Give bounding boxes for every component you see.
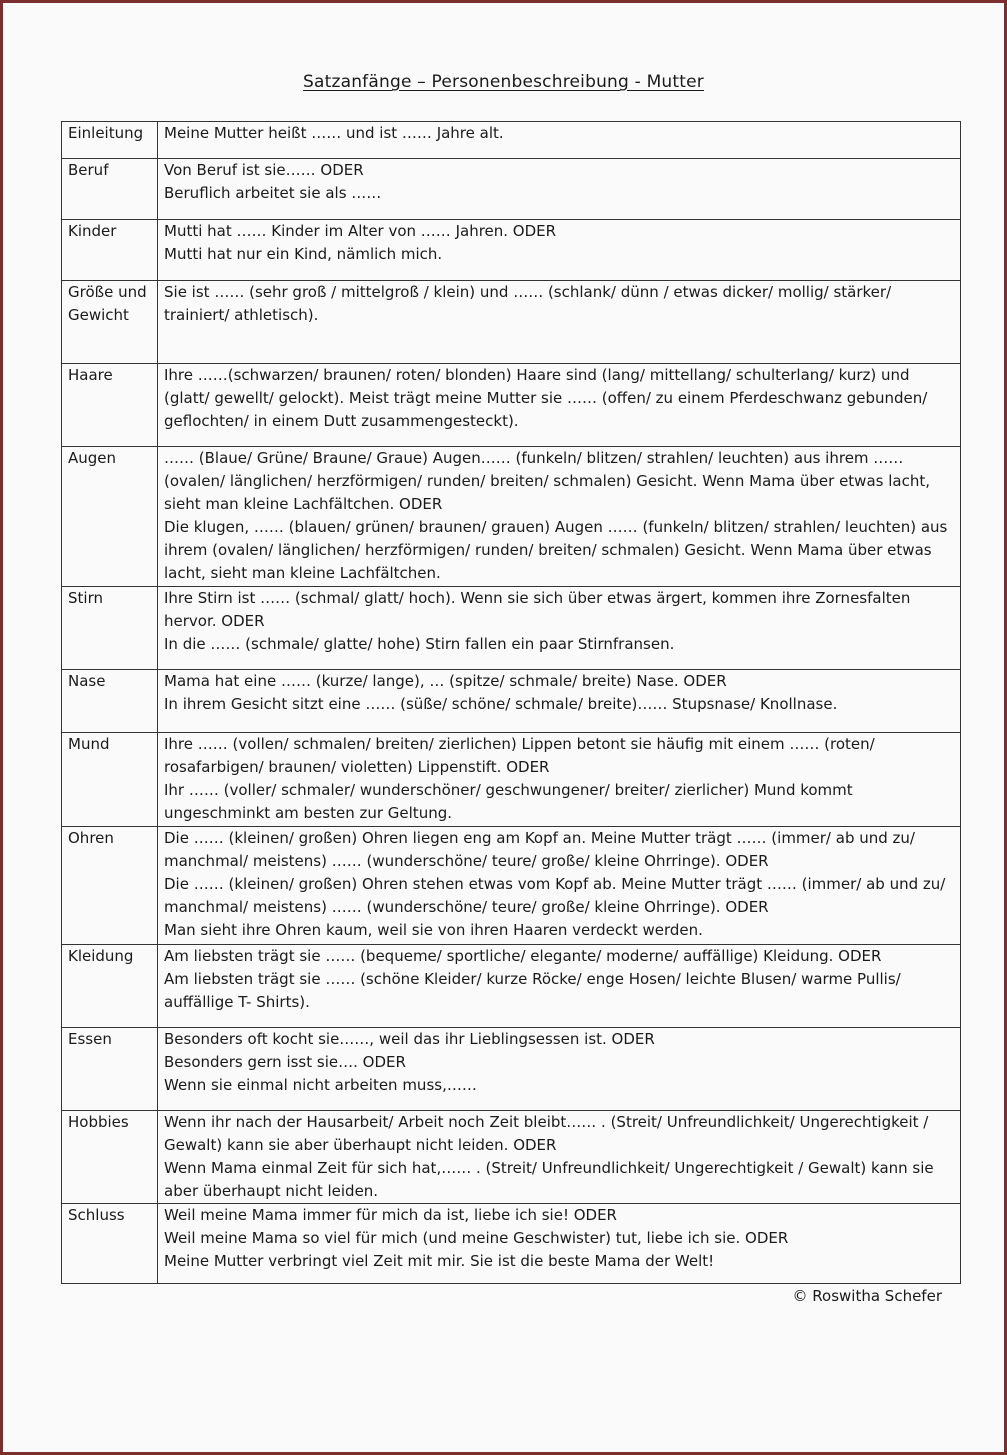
row-label: Größe und Gewicht: [62, 281, 158, 364]
sentence-line: Die …… (kleinen/ großen) Ohren liegen eng am Kopf an. Meine Mutter trägt …… (immer/ ab und zu/ manchmal/ meistens) …… (wunderschöne/ teure/ große/ kleine Ohrringe). ODER: [164, 829, 915, 870]
table-row: [62, 587, 961, 670]
sentence-line: Mutti hat …… Kinder im Alter von …… Jahren. ODER: [164, 222, 557, 240]
row-label: Einleitung: [62, 122, 158, 159]
row-label: Stirn: [62, 587, 158, 670]
row-label: Augen: [62, 447, 158, 587]
table-row: [62, 122, 961, 159]
row-label: Ohren: [62, 827, 158, 945]
row-text: [158, 670, 961, 733]
sentence-line: Meine Mutter heißt …… und ist …… Jahre alt.: [164, 124, 504, 142]
sentence-line: Beruflich arbeitet sie als ……: [164, 184, 382, 202]
sentence-line: Man sieht ihre Ohren kaum, weil sie von ihren Haaren verdeckt werden.: [164, 921, 703, 939]
table-row: [62, 827, 961, 945]
phrase-table: [61, 121, 961, 1284]
row-text: [158, 587, 961, 670]
sentence-line: Ihre Stirn ist …… (schmal/ glatt/ hoch). Wenn sie sich über etwas ärgert, kommen ihre Zornesfalten hervor. ODER: [164, 589, 911, 630]
sentence-line: Besonders gern isst sie…. ODER: [164, 1053, 406, 1071]
table-row: [62, 1111, 961, 1204]
worksheet-page: [3, 3, 1004, 1452]
sentence-line: Meine Mutter verbringt viel Zeit mit mir. Sie ist die beste Mama der Welt!: [164, 1252, 715, 1270]
row-text: [158, 1028, 961, 1111]
row-text: [158, 159, 961, 220]
sentence-line: Besonders oft kocht sie……, weil das ihr Lieblingsessen ist. ODER: [164, 1030, 655, 1048]
table-row: [62, 281, 961, 364]
table-row: [62, 733, 961, 827]
sentence-line: Weil meine Mama immer für mich da ist, liebe ich sie! ODER: [164, 1206, 617, 1224]
row-label: Mund: [62, 733, 158, 827]
row-text: [158, 447, 961, 587]
table-row: [62, 1204, 961, 1284]
row-label: Schluss: [62, 1204, 158, 1284]
sentence-line: Mama hat eine …… (kurze/ lange), … (spitze/ schmale/ breite) Nase. ODER: [164, 672, 727, 690]
row-text: [158, 364, 961, 447]
row-label: Haare: [62, 364, 158, 447]
row-text: [158, 1204, 961, 1284]
row-label: Essen: [62, 1028, 158, 1111]
row-label: Kleidung: [62, 945, 158, 1028]
sentence-line: Mutti hat nur ein Kind, nämlich mich.: [164, 245, 443, 263]
table-row: [62, 447, 961, 587]
sentence-line: Ihr …… (voller/ schmaler/ wunderschöner/ geschwungener/ breiter/ zierlicher) Mund kommt ungeschminkt am besten zur Geltung.: [164, 781, 853, 822]
row-label: Nase: [62, 670, 158, 733]
sentence-line: Am liebsten trägt sie …… (bequeme/ sportliche/ elegante/ moderne/ auffällige) Kleidung. ODER: [164, 947, 882, 965]
copyright-note: © Roswitha Schefer: [792, 1287, 942, 1305]
row-text: [158, 945, 961, 1028]
row-text: [158, 281, 961, 364]
sentence-line: Wenn Mama einmal Zeit für sich hat,…… . (Streit/ Unfreundlichkeit/ Ungerechtigkeit / Gewalt) kann sie aber überhaupt nicht leiden.: [164, 1159, 934, 1200]
row-text: [158, 827, 961, 945]
table-row: [62, 945, 961, 1028]
table-row: [62, 364, 961, 447]
row-label: Hobbies: [62, 1111, 158, 1204]
table-row: [62, 220, 961, 281]
sentence-line: Am liebsten trägt sie …… (schöne Kleider/ kurze Röcke/ enge Hosen/ leichte Blusen/ warme Pullis/ auffällige T- Shirts).: [164, 970, 901, 1011]
table-row: [62, 159, 961, 220]
sentence-line: In die …… (schmale/ glatte/ hohe) Stirn fallen ein paar Stirnfransen.: [164, 635, 675, 653]
row-text: [158, 122, 961, 159]
sentence-line: Die …… (kleinen/ großen) Ohren stehen etwas vom Kopf ab. Meine Mutter trägt …… (immer/ ab und zu/ manchmal/ meistens) …… (wunderschöne/ teure/ große/ kleine Ohrringe). ODER: [164, 875, 946, 916]
row-text: [158, 733, 961, 827]
sentence-line: Sie ist …… (sehr groß / mittelgroß / klein) und …… (schlank/ dünn / etwas dicker/ mollig/ stärker/ trainiert/ athletisch).: [164, 283, 892, 324]
sentence-line: Weil meine Mama so viel für mich (und meine Geschwister) tut, liebe ich sie. ODER: [164, 1229, 789, 1247]
sentence-line: Von Beruf ist sie…… ODER: [164, 161, 364, 179]
row-text: [158, 220, 961, 281]
sentence-line: Ihre ……(schwarzen/ braunen/ roten/ blonden) Haare sind (lang/ mittellang/ schulterlang/ kurz) und (glatt/ gewellt/ gelockt). Meist trägt meine Mutter sie …… (offen/ zu einem Pferdeschwanz gebunden/ geflochten/ in einem Dutt zusammengesteckt).: [164, 366, 928, 430]
sentence-line: Ihre …… (vollen/ schmalen/ breiten/ zierlichen) Lippen betont sie häufig mit einem …… (roten/ rosafarbigen/ braunen/ violetten) Lippenstift. ODER: [164, 735, 875, 776]
row-label: Beruf: [62, 159, 158, 220]
table-row: [62, 670, 961, 733]
sentence-line: Die klugen, …… (blauen/ grünen/ braunen/ grauen) Augen …… (funkeln/ blitzen/ strahlen/ leuchten) aus ihrem (ovalen/ länglichen/ herzförmigen/ runden/ breiten/ schmalen) Gesicht. Wenn Mama über etwas lacht, sieht man kleine Lachfältchen.: [164, 518, 948, 582]
row-label: Kinder: [62, 220, 158, 281]
sentence-line: Wenn sie einmal nicht arbeiten muss,……: [164, 1076, 477, 1094]
sentence-line: In ihrem Gesicht sitzt eine …… (süße/ schöne/ schmale/ breite)…… Stupsnase/ Knollnase.: [164, 695, 838, 713]
table-row: [62, 1028, 961, 1111]
row-text: [158, 1111, 961, 1204]
sentence-line: Wenn ihr nach der Hausarbeit/ Arbeit noch Zeit bleibt…… . (Streit/ Unfreundlichkeit/ Ungerechtigkeit / Gewalt) kann sie aber überhaupt nicht leiden. ODER: [164, 1113, 929, 1154]
sentence-line: …… (Blaue/ Grüne/ Braune/ Graue) Augen…… (funkeln/ blitzen/ strahlen/ leuchten) aus ihrem …… (ovalen/ länglichen/ herzförmigen/ runden/ breiten/ schmalen) Gesicht. Wenn Mama über etwas lacht, sieht man kleine Lachfältchen. ODER: [164, 449, 930, 513]
page-title: Satzanfänge – Personenbeschreibung - Mutter: [302, 72, 704, 92]
